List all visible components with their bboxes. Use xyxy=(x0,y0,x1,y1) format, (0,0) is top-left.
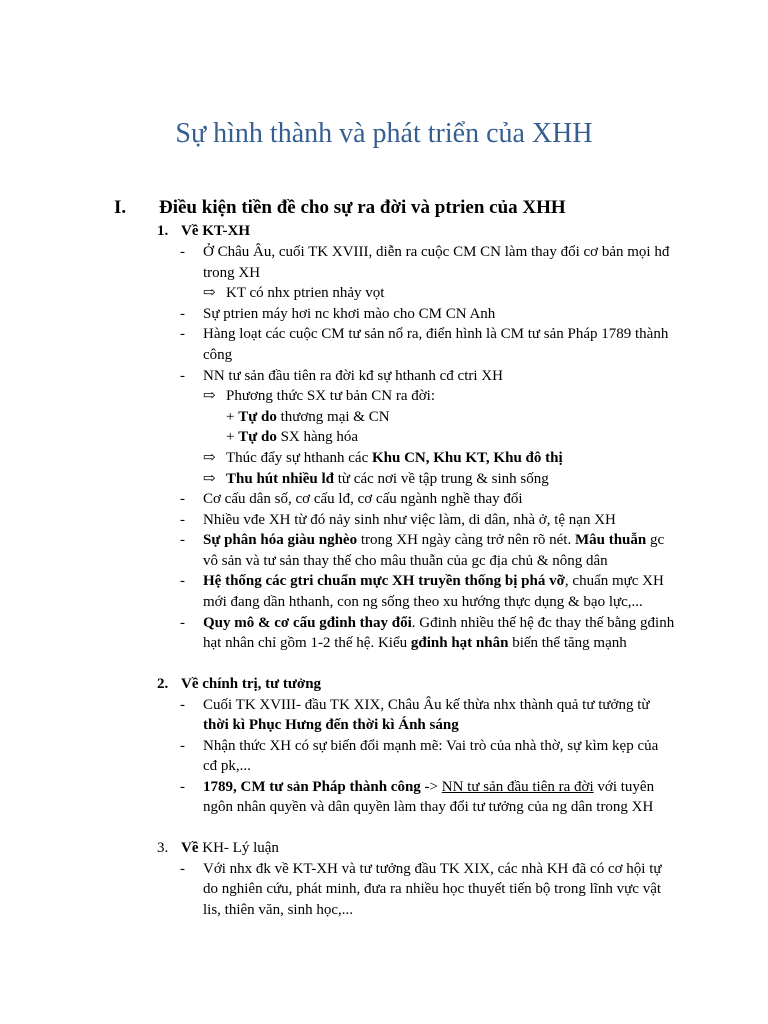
arrow-right-icon: ⇨ xyxy=(203,388,216,404)
bullet-dash: - xyxy=(180,573,185,589)
bullet-dash: - xyxy=(180,861,185,877)
arrow-right-icon: ⇨ xyxy=(203,450,216,466)
list-item-continuation: thời kì Phục Hưng đến thời kì Ánh sáng xyxy=(203,717,459,733)
list-item: - Ở Châu Âu, cuối TK XVIII, diễn ra cuộc CM CN làm thay đổi cơ bản mọi hđ xyxy=(180,244,670,260)
bullet-dash: - xyxy=(180,779,185,795)
list-item: - Hệ thống các gtri chuẩn mực XH truyền thống bị phá vỡ, chuẩn mực XH xyxy=(180,573,664,589)
list-item: - Nhiều vđe XH từ đó nảy sinh như việc làm, di dân, nhà ở, tệ nạn XH xyxy=(180,512,616,528)
list-item-continuation: do nghiên cứu, phát minh, đưa ra nhiều học thuyết tiến bộ trong lĩnh vực vật xyxy=(203,881,662,897)
arrow-item: ⇨ Thu hút nhiều lđ từ các nơi về tập trung & sinh sống xyxy=(203,471,549,487)
section-title: Điều kiện tiền đề cho sự ra đời và ptrien của XHH xyxy=(159,197,566,218)
arrow-right-icon: ⇨ xyxy=(203,471,216,487)
arrow-item: ⇨ KT có nhx ptrien nhảy vọt xyxy=(203,285,385,301)
bullet-dash: - xyxy=(180,697,185,713)
bullet-dash: - xyxy=(180,532,185,548)
subsection-heading-1: 1. Về KT-XH xyxy=(157,223,251,239)
list-item-continuation: lis, thiên văn, sinh học,... xyxy=(203,902,353,918)
bullet-dash: - xyxy=(180,368,185,384)
list-item-continuation: cđ pk,... xyxy=(203,758,251,774)
plus-item: + Tự do SX hàng hóa xyxy=(226,429,359,445)
list-item: - Cơ cấu dân số, cơ cấu lđ, cơ cấu ngành nghề thay đổi xyxy=(180,491,523,507)
list-item: - Quy mô & cơ cấu gđinh thay đổi. Gđinh nhiều thế hệ đc thay thế bằng gđinh xyxy=(180,615,675,631)
list-item: - Sự ptrien máy hơi nc khơi mào cho CM CN Anh xyxy=(180,306,496,322)
arrow-item: ⇨ Phương thức SX tư bản CN ra đời: xyxy=(203,388,435,404)
list-item: - Cuối TK XVIII- đầu TK XIX, Châu Âu kế thừa nhx thành quả tư tưởng từ xyxy=(180,697,650,713)
arrow-right-icon: ⇨ xyxy=(203,285,216,301)
subsection-heading-3: 3. Về KH- Lý luận xyxy=(157,840,279,856)
list-item: - Hàng loạt các cuộc CM tư sản nổ ra, điển hình là CM tư sản Pháp 1789 thành xyxy=(180,326,669,342)
bullet-dash: - xyxy=(180,512,185,528)
bullet-dash: - xyxy=(180,738,185,754)
arrow-item: ⇨ Thúc đẩy sự hthanh các Khu CN, Khu KT, Khu đô thị xyxy=(203,450,563,466)
bullet-dash: - xyxy=(180,326,185,342)
list-item: - NN tư sản đầu tiên ra đời kđ sự hthanh cđ ctri XH xyxy=(180,368,503,384)
bullet-dash: - xyxy=(180,491,185,507)
page-title: Sự hình thành và phát triển của XHH xyxy=(175,118,593,149)
section-number: I. xyxy=(114,197,127,218)
bullet-dash: - xyxy=(180,244,185,260)
list-item: - 1789, CM tư sản Pháp thành công -> NN tư sản đầu tiên ra đời với tuyên xyxy=(180,779,655,795)
list-item-continuation: vô sản và tư sản thay thế cho mâu thuẫn của gc địa chủ & nông dân xyxy=(203,553,608,569)
list-item: - Nhận thức XH có sự biến đổi mạnh mẽ: Vai trò của nhà thờ, sự kìm kẹp của xyxy=(180,738,659,754)
list-item-continuation: trong XH xyxy=(203,265,261,281)
subsection-heading-2: 2. Về chính trị, tư tưởng xyxy=(157,676,322,692)
list-item-continuation: công xyxy=(203,347,233,363)
list-item-continuation: ngôn nhân quyền và dân quyền làm thay đổi tư tưởng của ng dân trong XH xyxy=(203,799,654,815)
bullet-dash: - xyxy=(180,306,185,322)
list-item: - Sự phân hóa giàu nghèo trong XH ngày càng trở nên rõ nét. Mâu thuẫn gc xyxy=(180,532,665,548)
list-item-continuation: mới đang dần hthanh, con ng sống theo xu hướng thực dụng & bạo lực,... xyxy=(203,594,643,610)
list-item-continuation: hạt nhân chỉ gồm 1-2 thế hệ. Kiểu gđinh hạt nhân biến thể tăng mạnh xyxy=(203,635,627,651)
list-item: - Với nhx đk về KT-XH và tư tưởng đầu TK XIX, các nhà KH đã có cơ hội tự xyxy=(180,861,662,877)
bullet-dash: - xyxy=(180,615,185,631)
plus-item: + Tự do thương mại & CN xyxy=(226,409,390,425)
